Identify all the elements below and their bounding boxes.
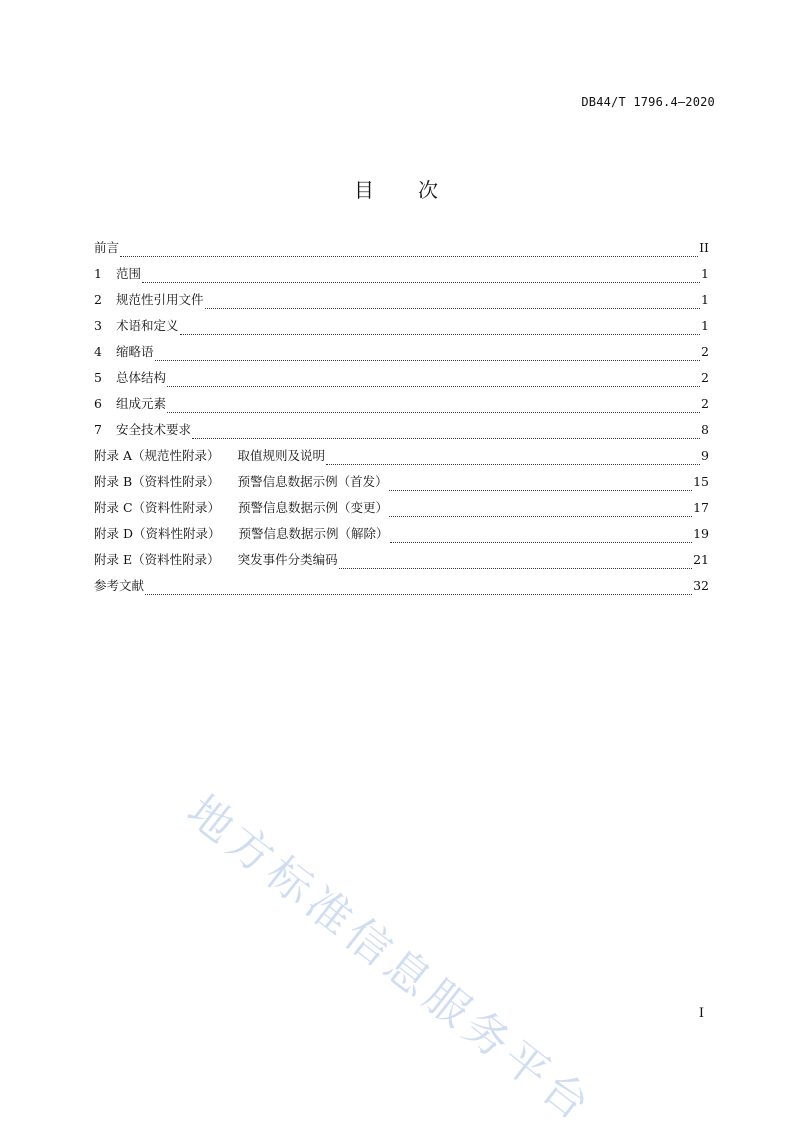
toc-dot-leader [142,272,700,283]
toc-entry-label: 缩略语 [116,344,154,359]
toc-entry[interactable] [94,238,709,264]
toc-entry[interactable] [94,264,709,290]
toc-entry-label: 附录 C（资料性附录） [94,500,221,515]
toc-entry-number: 7 [94,422,102,437]
toc-entry-number: 2 [94,292,102,307]
toc-entry-subtitle: 预警信息数据示例（解除） [238,526,389,541]
toc-entry-subtitle: 突发事件分类编码 [237,552,338,567]
toc-entry-label: 总体结构 [116,370,167,385]
toc-dot-leader [389,506,692,517]
toc-dot-leader [390,532,693,543]
toc-entry-label: 前言 [94,240,120,255]
toc-entry-number: 1 [94,266,102,281]
toc-entry[interactable] [94,472,709,498]
toc-entry-label: 附录 A（规范性附录） [94,448,220,463]
toc-entry-page: 15 [693,474,709,489]
toc-entry[interactable] [94,550,709,576]
toc-entry-label: 附录 B（资料性附录） [94,474,220,489]
toc-entry-label: 规范性引用文件 [116,292,204,307]
toc-entry[interactable] [94,394,709,420]
toc-entry[interactable] [94,342,709,368]
toc-entry-page: 21 [693,552,709,567]
toc-entry-subtitle: 取值规则及说明 [237,448,326,463]
toc-entry-page: 17 [693,500,709,515]
toc-entry-label: 范围 [116,266,142,281]
toc-dot-leader [192,428,700,439]
toc-entry-number: 3 [94,318,102,333]
toc-dot-leader [389,480,692,491]
toc-entry-page: 9 [701,448,709,463]
toc-entry-number: 4 [94,344,102,359]
toc-entry-page: 2 [701,344,709,359]
toc-entry-label: 安全技术要求 [116,422,192,437]
toc-entry-page: 2 [701,396,709,411]
toc-entry-page: II [699,240,709,255]
toc-entry-page: 2 [701,370,709,385]
toc-entry[interactable] [94,290,709,316]
toc-entry-page: 32 [693,578,709,593]
document-code: DB44/T 1796.4—2020 [581,95,715,109]
page-number: I [698,1006,704,1021]
toc-dot-leader [167,376,700,387]
toc-title-part1: 目 [354,178,374,202]
toc-entry-page: 8 [701,422,709,437]
toc-entry[interactable] [94,576,709,602]
toc-entry-number: 6 [94,396,102,411]
toc-dot-leader [205,298,701,309]
toc-entry-label: 参考文献 [94,578,145,593]
toc-dot-leader [145,584,692,595]
toc-entry-page: 19 [693,526,709,541]
toc-dot-leader [167,402,700,413]
toc-dot-leader [120,246,698,257]
toc-entry-label: 组成元素 [116,396,167,411]
toc-dot-leader [326,454,700,465]
toc-entry-page: 1 [701,266,709,281]
toc-entry[interactable] [94,524,709,550]
table-of-contents [94,238,709,602]
watermark: 地方标准信息服务平台 [177,785,603,1134]
toc-entry-label: 术语和定义 [116,318,179,333]
toc-entry-page: 1 [701,292,709,307]
toc-title [0,174,792,203]
toc-entry-subtitle: 预警信息数据示例（首发） [237,474,388,489]
toc-entry-number: 5 [94,370,102,385]
toc-entry[interactable] [94,446,709,472]
toc-entry[interactable] [94,316,709,342]
toc-entry[interactable] [94,498,709,524]
toc-entry[interactable] [94,368,709,394]
toc-entry-page: 1 [701,318,709,333]
toc-entry[interactable] [94,420,709,446]
toc-entry-label: 附录 D（资料性附录） [94,526,221,541]
toc-dot-leader [339,558,692,569]
toc-dot-leader [155,350,701,361]
toc-title-part2: 次 [418,178,438,202]
toc-dot-leader [180,324,701,335]
toc-entry-subtitle: 预警信息数据示例（变更） [238,500,389,515]
toc-entry-label: 附录 E（资料性附录） [94,552,220,567]
